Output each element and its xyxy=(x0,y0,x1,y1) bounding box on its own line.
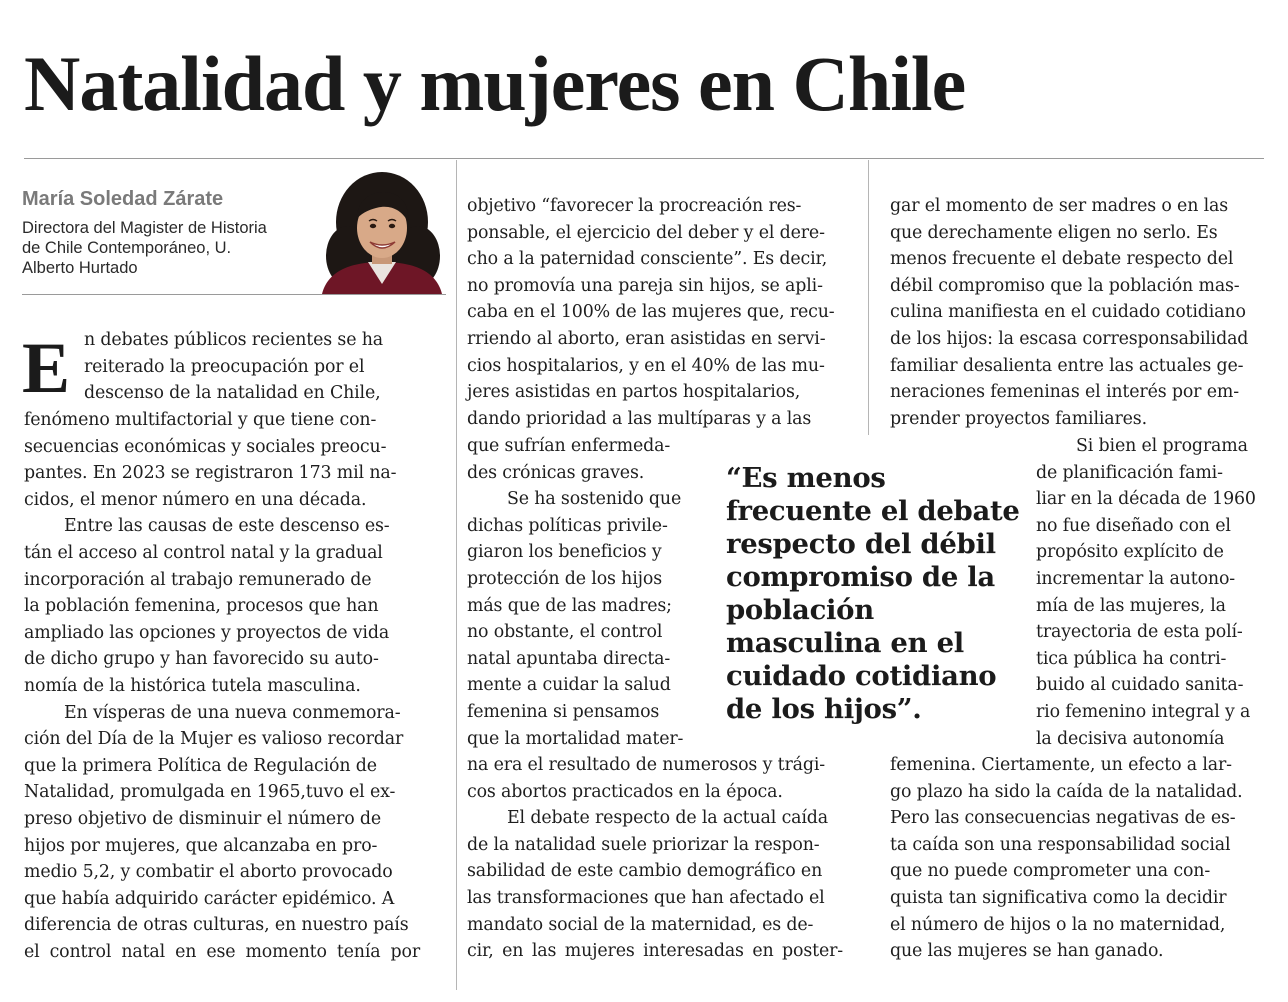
text-line: rio femenino integral y a xyxy=(1036,701,1251,722)
text-line: no fue diseñado con el xyxy=(1036,515,1231,536)
text-line: la decisiva autonomía xyxy=(1036,728,1225,749)
pull-quote-line: frecuente el debate xyxy=(726,495,1020,527)
top-rule xyxy=(24,158,1264,159)
text-line: pantes. En 2023 se registraron 173 mil na- xyxy=(24,463,397,484)
text-line: dichas políticas privile- xyxy=(467,515,668,536)
column-2-narrow xyxy=(467,433,699,752)
text-line: más que de las madres; xyxy=(467,595,672,616)
text-line: que la primera Política de Regulación de xyxy=(24,755,377,776)
text-line: dando prioridad a las multíparas y a las xyxy=(467,408,812,429)
text-line: sabilidad de este cambio demográfico en xyxy=(467,861,823,882)
text-line: femenina. Ciertamente, un efecto a lar- xyxy=(890,755,1232,775)
text-line: que no puede comprometer una con- xyxy=(890,861,1211,882)
text-line: ponsable, el ejercicio del deber y el dere- xyxy=(467,222,825,243)
text-line: cos abortos practicados en la época. xyxy=(467,781,783,802)
byline-rule xyxy=(22,294,446,295)
text-line: culina manifiesta en el cuidado cotidiano xyxy=(890,302,1246,323)
text-line: Entre las causas de este descenso es- xyxy=(64,516,390,537)
pull-quote-line: “Es menos xyxy=(726,462,886,494)
author-photo xyxy=(318,170,446,294)
text-line: de planificación fami- xyxy=(1036,462,1223,483)
text-line: femenina si pensamos xyxy=(467,701,660,722)
pull-quote-line: masculina en el xyxy=(726,627,964,659)
text-line: medio 5,2, y combatir el aborto provocado xyxy=(24,862,393,883)
byline xyxy=(22,186,322,278)
pull-quote-line: cuidado cotidiano xyxy=(726,660,997,692)
text-line: mente a cuidar la salud xyxy=(467,675,671,696)
text-line: cho a la paternidad consciente”. Es decir, xyxy=(467,249,828,270)
text-line: quista tan significativa como la decidir xyxy=(890,887,1227,908)
text-line: tán el acceso al control natal y la gradual xyxy=(24,542,383,563)
text-line: cir, en las mujeres interesadas en poster- xyxy=(467,941,843,962)
text-line: caba en el 100% de las mujeres que, recu- xyxy=(467,302,835,323)
text-line: rriendo al aborto, eran asistidas en servi- xyxy=(467,328,826,349)
text-line: de los hijos: la escasa corresponsabilidad xyxy=(890,328,1249,349)
text-line: secuencias económicas y sociales preocu- xyxy=(24,436,387,457)
author-role-line: de Chile Contemporáneo, U. xyxy=(22,239,232,257)
text-line: no obstante, el control xyxy=(467,622,663,643)
text-line: n debates públicos recientes se ha xyxy=(84,330,383,350)
column-1 xyxy=(24,407,420,965)
text-line: fenómeno multifactorial y que tiene con- xyxy=(24,410,377,430)
text-line: El debate respecto de la actual caída xyxy=(507,808,828,829)
text-line: natal apuntaba directa- xyxy=(467,648,671,669)
text-line: que la mortalidad mater- xyxy=(467,728,684,749)
author-name: María Soledad Zárate xyxy=(22,188,224,210)
text-line: tica pública ha contri- xyxy=(1036,648,1227,669)
text-line: protección de los hijos xyxy=(467,568,662,589)
headline: Natalidad y mujeres en Chile xyxy=(24,40,966,127)
text-line: prender proyectos familiares. xyxy=(890,408,1147,429)
text-line: reiterado la preocupación por el xyxy=(84,356,365,377)
text-line: preso objetivo de disminuir el número de xyxy=(24,808,382,829)
text-line: que sufrían enfermeda- xyxy=(467,436,671,456)
text-line: cidos, el menor número en una década. xyxy=(24,489,367,510)
text-line: ampliado las opciones y proyectos de vida xyxy=(24,622,390,643)
text-line: En vísperas de una nueva conmemora- xyxy=(64,702,401,723)
text-line: Pero las consecuencias negativas de es- xyxy=(890,808,1236,829)
text-line: descenso de la natalidad en Chile, xyxy=(84,383,381,404)
text-line: que había adquirido carácter epidémico. A xyxy=(24,888,395,909)
text-line: Si bien el programa xyxy=(1076,436,1248,456)
author-role-line: Alberto Hurtado xyxy=(22,259,138,277)
text-line: diferencia de otras culturas, en nuestro país xyxy=(24,915,409,936)
text-line: liar en la década de 1960 xyxy=(1036,489,1256,510)
pull-quote-line: población xyxy=(726,594,874,626)
text-line: giaron los beneficios y xyxy=(467,542,662,563)
text-line: menos frecuente el debate respecto del xyxy=(890,249,1234,270)
text-line: ta caída son una responsabilidad social xyxy=(890,834,1231,855)
text-line: objetivo “favorecer la procreación res- xyxy=(467,196,802,216)
text-line: el control natal en ese momento tenía por xyxy=(24,941,420,962)
text-line: familiar desalienta entre las actuales ge- xyxy=(890,355,1244,376)
text-line: incrementar la autono- xyxy=(1036,568,1236,589)
column-3-narrow xyxy=(1036,433,1264,752)
drop-cap: E xyxy=(22,328,71,408)
text-line: nomía de la histórica tutela masculina. xyxy=(24,675,361,696)
pull-quote-line: compromiso de la xyxy=(726,561,995,593)
column-3-bottom xyxy=(890,752,1264,965)
text-line: mía de las mujeres, la xyxy=(1036,595,1226,616)
text-line: cios hospitalarios, y en el 40% de las mu- xyxy=(467,355,825,376)
text-line: que las mujeres se han ganado. xyxy=(890,941,1164,962)
text-line: gar el momento de ser madres o en las xyxy=(890,196,1229,216)
text-line: la población femenina, procesos que han xyxy=(24,596,379,617)
text-line: Natalidad, promulgada en 1965,tuvo el ex- xyxy=(24,782,396,803)
text-line: el número de hijos o la no maternidad, xyxy=(890,914,1226,935)
text-line: hijos por mujeres, que alcanzaba en pro- xyxy=(24,835,378,856)
text-line: Se ha sostenido que xyxy=(507,489,682,510)
text-line: mandato social de la maternidad, es de- xyxy=(467,914,814,935)
text-line: buido al cuidado sanita- xyxy=(1036,675,1244,696)
text-line: neraciones femeninas el interés por em- xyxy=(890,382,1239,403)
text-line: débil compromiso que la población mas- xyxy=(890,275,1240,296)
pull-quote-line: de los hijos”. xyxy=(726,693,922,725)
text-line: que derechamente eligen no serlo. Es xyxy=(890,222,1218,243)
author-role-line: Directora del Magister de Historia xyxy=(22,219,267,237)
text-line: des crónicas graves. xyxy=(467,462,645,483)
column-divider-1 xyxy=(456,160,457,990)
text-line: ción del Día de la Mujer es valioso recordar xyxy=(24,729,404,750)
column-divider-2 xyxy=(868,160,869,435)
pull-quote-line: respecto del débil xyxy=(726,528,996,560)
column-3-top xyxy=(890,193,1264,432)
text-line: no promovía una pareja sin hijos, se apli- xyxy=(467,275,823,296)
text-line: jeres asistidas en partos hospitalarios, xyxy=(467,382,801,403)
text-line: de la natalidad suele priorizar la respon- xyxy=(467,834,820,855)
text-line: incorporación al trabajo remunerado de xyxy=(24,569,372,590)
text-line: propósito explícito de xyxy=(1036,542,1224,563)
pull-quote xyxy=(726,462,1026,726)
column-2-bottom xyxy=(467,752,843,965)
column-1-intro xyxy=(84,327,420,407)
text-line: na era el resultado de numerosos y trági- xyxy=(467,755,825,775)
column-2-top xyxy=(467,193,843,432)
text-line: las transformaciones que han afectado el xyxy=(467,887,825,908)
text-line: trayectoria de esta polí- xyxy=(1036,622,1243,643)
text-line: de dicho grupo y han favorecido su auto- xyxy=(24,649,379,670)
text-line: go plazo ha sido la caída de la natalidad. xyxy=(890,781,1243,802)
